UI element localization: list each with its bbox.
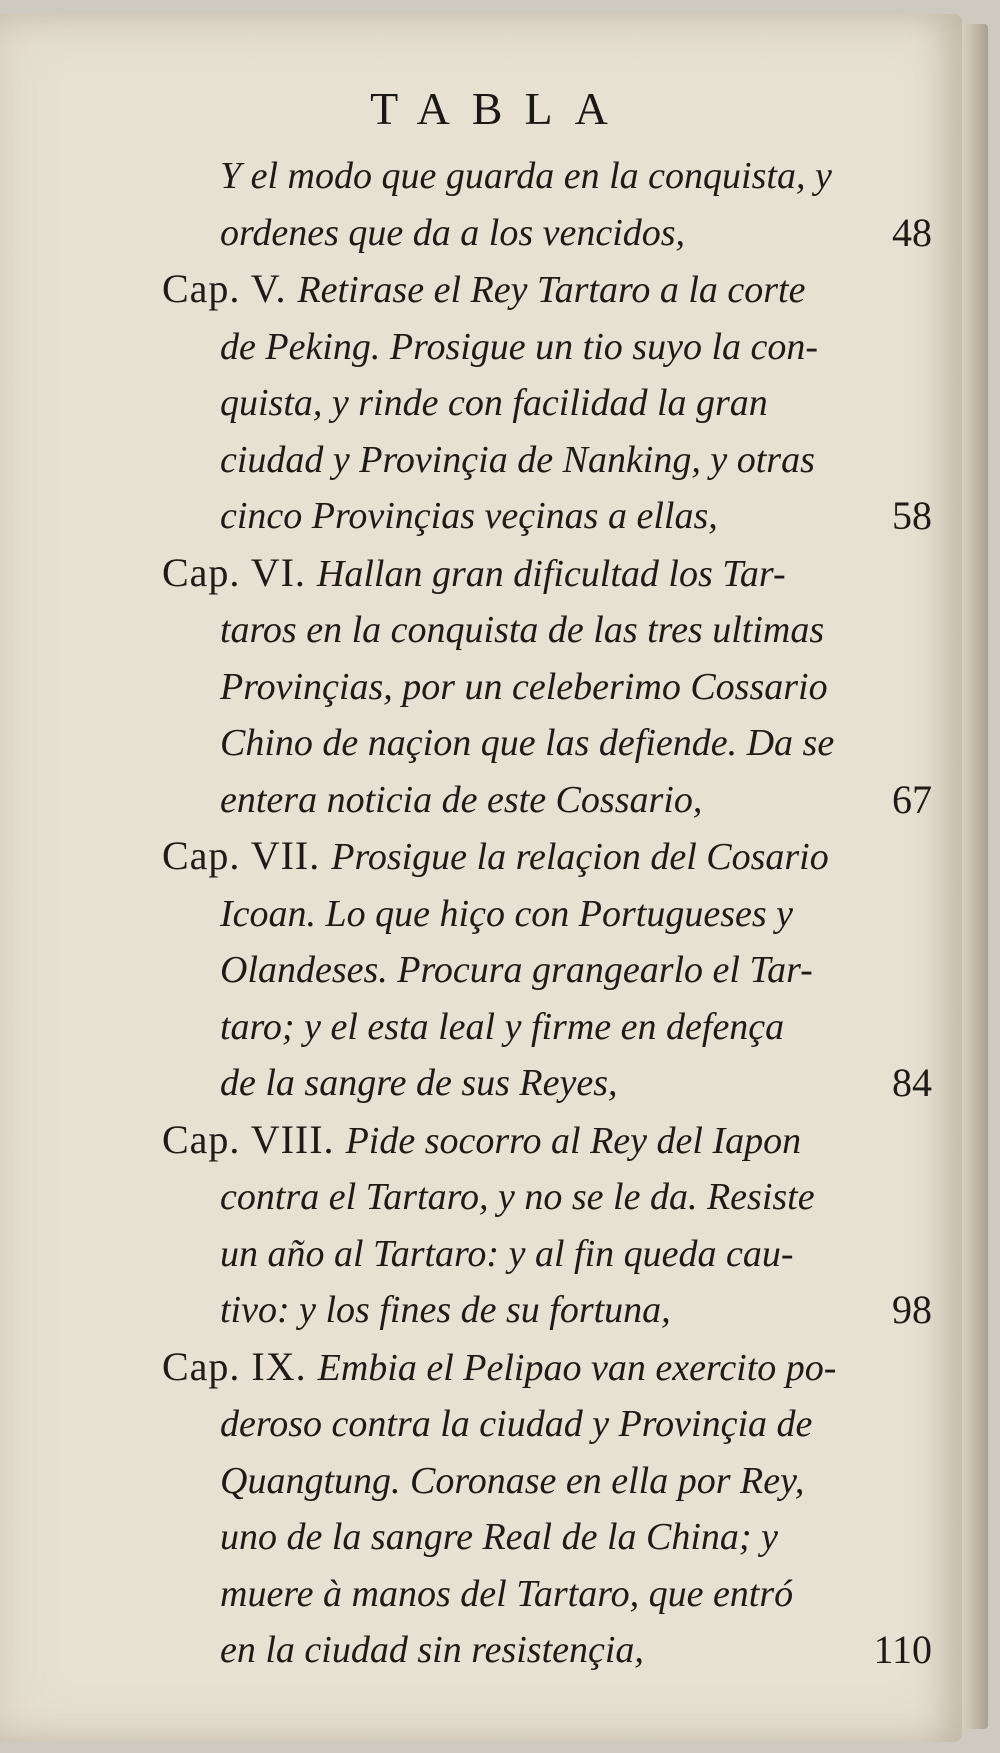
table-of-contents xyxy=(162,148,932,1679)
toc-entry-line xyxy=(162,1339,932,1397)
toc-entry-line: Y el modo que guarda en la conquista, y xyxy=(220,155,832,197)
toc-entry-line xyxy=(162,1112,932,1170)
page-edge xyxy=(962,24,988,1729)
toc-entry-line: ciudad y Provinçia de Nanking, y otras xyxy=(220,438,815,481)
toc-entry-text: Prosigue la relaçion del Cosario xyxy=(331,836,829,878)
toc-entry-line: taro; y el esta leal y firme en defença xyxy=(220,1005,785,1048)
toc-entry xyxy=(162,545,932,829)
chapter-label: Cap. VII. xyxy=(162,833,332,878)
chapter-label: Cap. VI. xyxy=(162,549,317,595)
toc-entry-line: Icoan. Lo que hiço con Portugueses y xyxy=(220,892,794,935)
toc-entry-line xyxy=(162,828,932,886)
toc-entry-line xyxy=(162,545,932,603)
toc-entry-line: Olandeses. Procura grangearlo el Tar- xyxy=(220,949,813,991)
toc-entry-text: Hallan gran dificultad los Tar- xyxy=(316,552,786,595)
toc-entry-line: entera noticia de este Cossario, 67 xyxy=(162,772,932,829)
chapter-label: Cap. V. xyxy=(162,266,298,311)
page-number: 98 xyxy=(892,1287,932,1332)
toc-entry-line: ordenes que da a los vencidos, 48 xyxy=(162,205,932,262)
toc-entry-line: quista, y rinde con facilidad la gran xyxy=(220,382,768,424)
toc-entry-text: Embia el Pelipao van exercito po- xyxy=(317,1346,837,1389)
toc-entry-line: uno de la sangre Real de la China; y xyxy=(220,1516,778,1558)
toc-entry-line: cinco Provinçias veçinas a ellas, 58 xyxy=(162,488,932,545)
toc-entry-line: tivo: y los fines de su fortuna, 98 xyxy=(162,1282,932,1339)
toc-entry xyxy=(162,148,932,261)
toc-entry-line: de Peking. Prosigue un tio suyo la con- xyxy=(220,325,819,368)
toc-entry-line: contra el Tartaro, y no se le da. Resiste xyxy=(220,1176,815,1218)
toc-entry-line: en la ciudad sin resistençia, 110 xyxy=(162,1622,932,1679)
toc-entry xyxy=(162,1339,932,1679)
toc-entry-line: muere à manos del Tartaro, que entró xyxy=(220,1572,794,1615)
page-number: 84 xyxy=(892,1060,932,1105)
toc-entry-text: Retirase el Rey Tartaro a la corte xyxy=(297,269,806,311)
chapter-label: Cap. VIII. xyxy=(162,1116,346,1162)
toc-entry-line: un año al Tartaro: y al fin queda cau- xyxy=(220,1232,794,1275)
page-header: TABLA xyxy=(370,83,630,134)
toc-entry-line xyxy=(162,261,932,319)
toc-entry-text: Pide socorro al Rey del Iapon xyxy=(345,1119,802,1162)
page-number: 110 xyxy=(873,1627,932,1672)
chapter-label: Cap. IX. xyxy=(162,1343,318,1389)
page-number: 58 xyxy=(892,493,932,538)
toc-entry xyxy=(162,1112,932,1339)
toc-entry-line: Provinçias, por un celeberimo Cossario xyxy=(220,665,828,708)
toc-entry xyxy=(162,261,932,545)
toc-entry xyxy=(162,828,932,1112)
toc-entry-line: taros en la conquista de las tres ultimas xyxy=(220,609,825,651)
toc-entry-line: Chino de naçion que las defiende. Da se xyxy=(220,722,835,764)
toc-entry-line: deroso contra la ciudad y Provinçia de xyxy=(220,1403,813,1445)
toc-entry-line: de la sangre de sus Reyes, 84 xyxy=(162,1055,932,1112)
page-number: 67 xyxy=(892,776,932,822)
toc-entry-line: Quangtung. Coronase en ella por Rey, xyxy=(220,1459,805,1502)
page-number: 48 xyxy=(892,209,932,255)
